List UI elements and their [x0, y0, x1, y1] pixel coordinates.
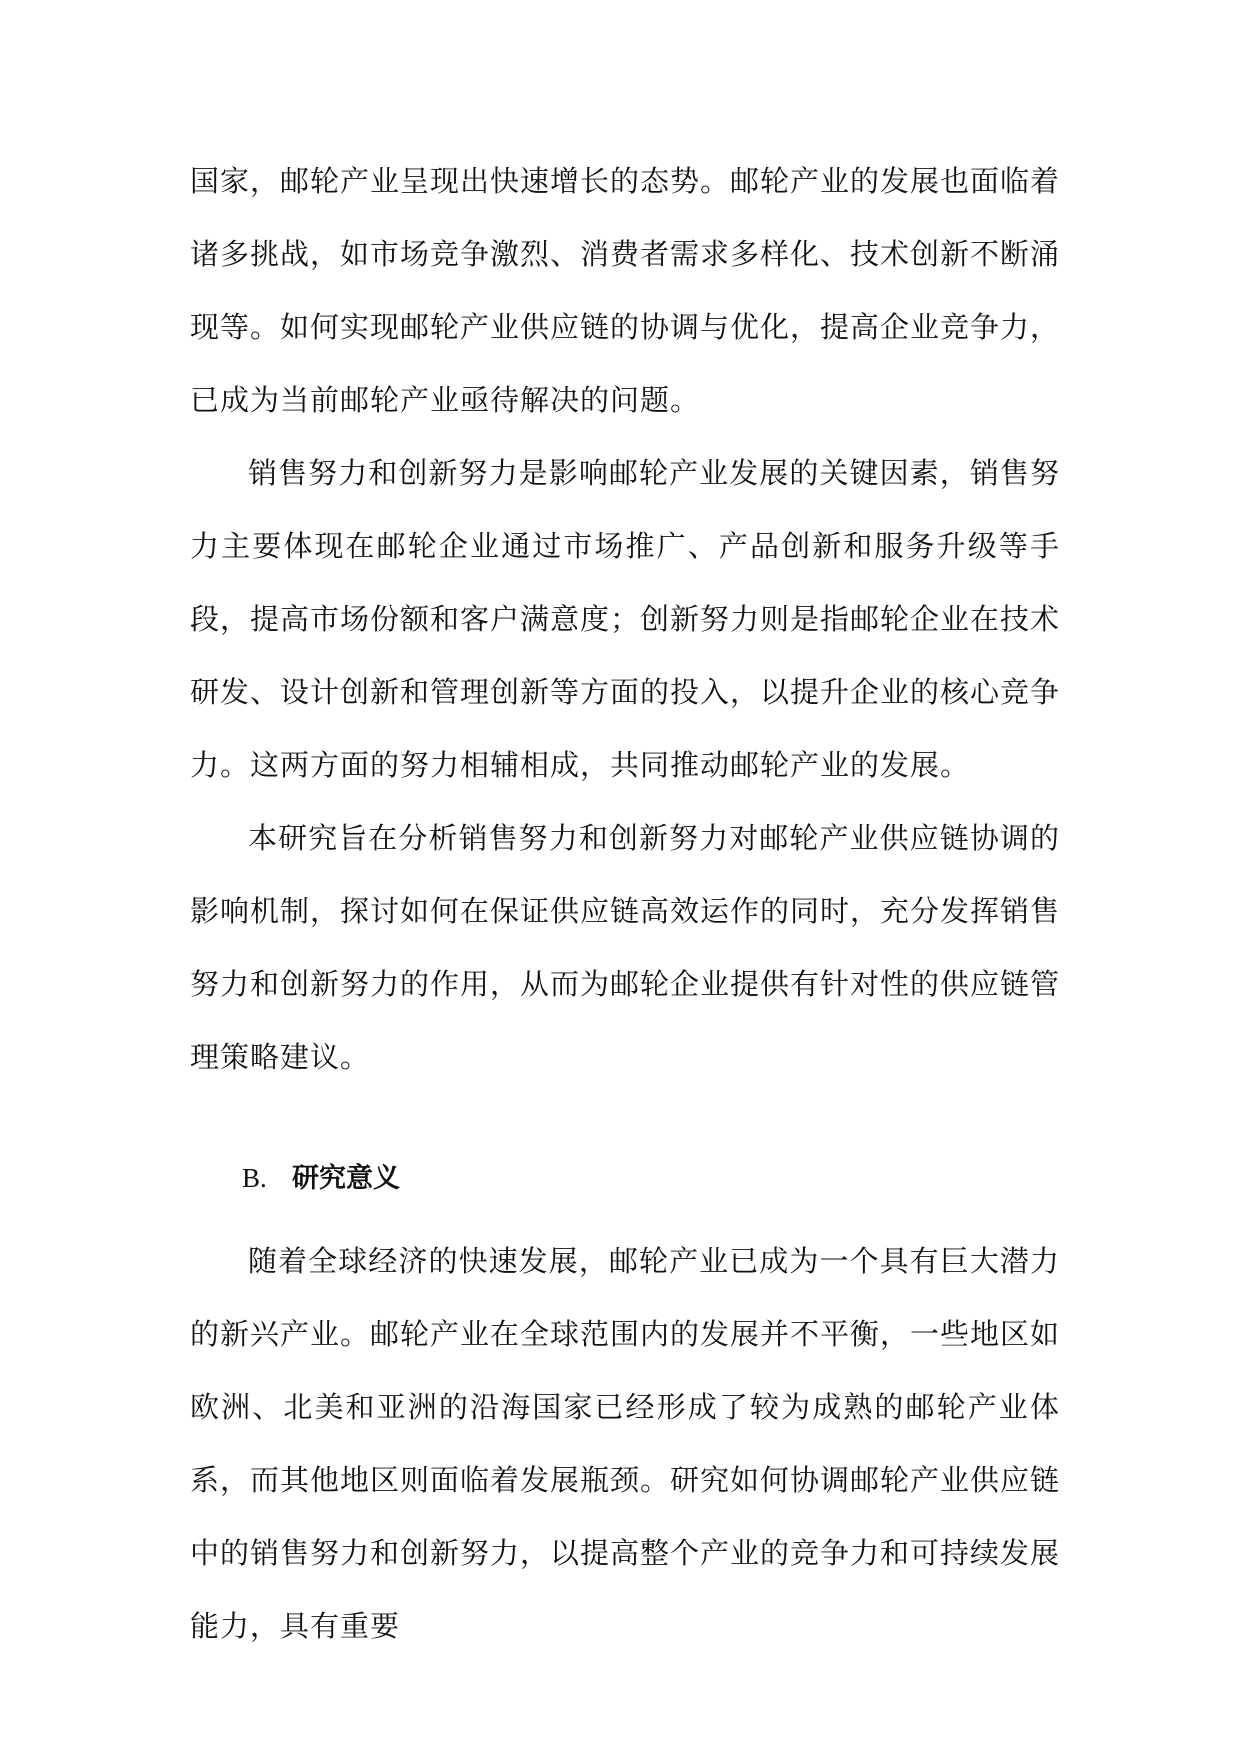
- section-title: 研究意义: [292, 1163, 400, 1194]
- paragraph-research-significance: 随着全球经济的快速发展，邮轮产业已成为一个具有巨大潜力的新兴产业。邮轮产业在全球范围内的发展并不平衡，一些地区如欧洲、北美和亚洲的沿海国家已经形成了较为成熟的邮轮产业体系，而其他地区则面临着发展瓶颈。研究如何协调邮轮产业供应链中的销售努力和创新努力，以提高整个产业的竞争力和可持续发展能力，具有重要: [190, 1244, 1061, 1643]
- paragraph-continuation: 国家，邮轮产业呈现出快速增长的态势。邮轮产业的发展也面临着诸多挑战，如市场竞争激烈、消费者需求多样化、技术创新不断涌现等。如何实现邮轮产业供应链的协调与优化，提高企业竞争力，已成为当前邮轮产业亟待解决的问题。: [190, 164, 1061, 417]
- document-body: [190, 145, 1060, 1663]
- paragraph-sales-innovation-factors: 销售努力和创新努力是影响邮轮产业发展的关键因素，销售努力主要体现在邮轮企业通过市场推广、产品创新和服务升级等手段，提高市场份额和客户满意度；创新努力则是指邮轮企业在技术研发、设计创新和管理创新等方面的投入，以提升企业的核心竞争力。这两方面的努力相辅相成，共同推动邮轮产业的发展。: [190, 456, 1061, 782]
- paragraph-research-aim: 本研究旨在分析销售努力和创新努力对邮轮产业供应链协调的影响机制，探讨如何在保证供应链高效运作的同时，充分发挥销售努力和创新努力的作用，从而为邮轮企业提供有针对性的供应链管理策略建议。: [190, 821, 1061, 1074]
- section-label: B.: [242, 1163, 267, 1193]
- section-heading: [190, 1142, 1060, 1215]
